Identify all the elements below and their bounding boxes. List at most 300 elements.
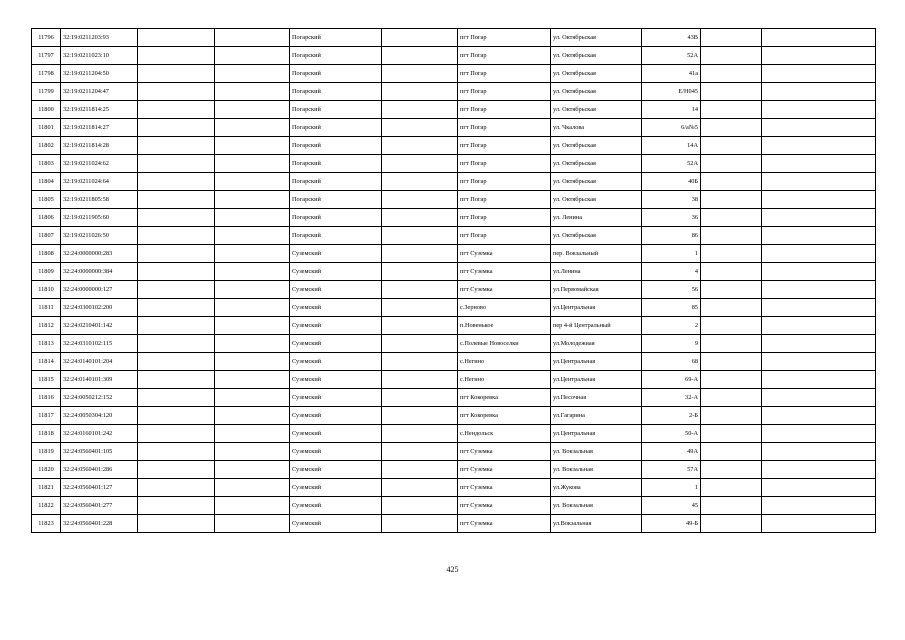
empty-cell <box>382 389 458 407</box>
empty-cell <box>382 443 458 461</box>
row-number-cell: 11812 <box>32 317 61 335</box>
empty-cell <box>762 407 876 425</box>
empty-cell <box>382 209 458 227</box>
cadastral-number-cell: 32:24:0050304:120 <box>61 407 138 425</box>
row-number-cell: 11814 <box>32 353 61 371</box>
empty-cell <box>701 497 762 515</box>
empty-cell <box>215 461 290 479</box>
row-number-cell: 11808 <box>32 245 61 263</box>
empty-cell <box>138 443 215 461</box>
district-cell: Суземский <box>290 335 382 353</box>
table-row <box>32 461 876 479</box>
row-number-cell: 11817 <box>32 407 61 425</box>
street-cell: ул.Молодежная <box>551 335 642 353</box>
table-row <box>32 119 876 137</box>
empty-cell <box>762 245 876 263</box>
cadastral-number-cell: 32:24:0050212:152 <box>61 389 138 407</box>
empty-cell <box>382 299 458 317</box>
table-row <box>32 299 876 317</box>
empty-cell <box>762 29 876 47</box>
row-number-cell: 11819 <box>32 443 61 461</box>
table-row <box>32 335 876 353</box>
district-cell: Погарский <box>290 101 382 119</box>
empty-cell <box>138 407 215 425</box>
settlement-cell: пгт Погар <box>458 173 551 191</box>
settlement-cell: с.Негино <box>458 353 551 371</box>
settlement-cell: пгт Суземка <box>458 497 551 515</box>
empty-cell <box>138 101 215 119</box>
settlement-cell: пгт Погар <box>458 227 551 245</box>
row-number-cell: 11807 <box>32 227 61 245</box>
district-cell: Суземский <box>290 497 382 515</box>
district-cell: Погарский <box>290 155 382 173</box>
empty-cell <box>701 443 762 461</box>
table-row <box>32 47 876 65</box>
table-row <box>32 227 876 245</box>
cadastral-number-cell: 32:19:0211814:28 <box>61 137 138 155</box>
table-row <box>32 515 876 533</box>
empty-cell <box>382 371 458 389</box>
empty-cell <box>138 371 215 389</box>
district-cell: Погарский <box>290 119 382 137</box>
district-cell: Суземский <box>290 425 382 443</box>
district-cell: Погарский <box>290 83 382 101</box>
empty-cell <box>138 515 215 533</box>
street-cell: ул. Ленина <box>551 209 642 227</box>
settlement-cell: пгт Суземка <box>458 515 551 533</box>
row-number-cell: 11803 <box>32 155 61 173</box>
street-cell: ул.Центральная <box>551 425 642 443</box>
table-row <box>32 407 876 425</box>
empty-cell <box>138 335 215 353</box>
empty-cell <box>701 389 762 407</box>
cadastral-number-cell: 32:24:0210401:142 <box>61 317 138 335</box>
empty-cell <box>215 353 290 371</box>
settlement-cell: пгт Погар <box>458 155 551 173</box>
empty-cell <box>215 407 290 425</box>
cadastral-number-cell: 32:24:0560401:228 <box>61 515 138 533</box>
empty-cell <box>215 317 290 335</box>
settlement-cell: пгт Погар <box>458 137 551 155</box>
empty-cell <box>382 227 458 245</box>
district-cell: Суземский <box>290 443 382 461</box>
cadastral-number-cell: 32:24:0310102:115 <box>61 335 138 353</box>
empty-cell <box>138 245 215 263</box>
empty-cell <box>215 425 290 443</box>
street-cell: ул. Октябрьская <box>551 29 642 47</box>
empty-cell <box>138 83 215 101</box>
cadastral-number-cell: 32:19:0211023:10 <box>61 47 138 65</box>
empty-cell <box>701 47 762 65</box>
empty-cell <box>762 47 876 65</box>
row-number-cell: 11796 <box>32 29 61 47</box>
empty-cell <box>701 29 762 47</box>
registry-table <box>31 28 876 533</box>
empty-cell <box>138 353 215 371</box>
district-cell: Суземский <box>290 407 382 425</box>
row-number-cell: 11802 <box>32 137 61 155</box>
empty-cell <box>382 101 458 119</box>
empty-cell <box>701 137 762 155</box>
empty-cell <box>762 65 876 83</box>
empty-cell <box>215 299 290 317</box>
empty-cell <box>138 497 215 515</box>
empty-cell <box>215 443 290 461</box>
cadastral-number-cell: 32:24:0000000:283 <box>61 245 138 263</box>
empty-cell <box>382 353 458 371</box>
district-cell: Суземский <box>290 245 382 263</box>
empty-cell <box>138 191 215 209</box>
district-cell: Погарский <box>290 29 382 47</box>
street-cell: ул. Чкалова <box>551 119 642 137</box>
district-cell: Погарский <box>290 137 382 155</box>
empty-cell <box>701 425 762 443</box>
empty-cell <box>762 227 876 245</box>
empty-cell <box>138 281 215 299</box>
row-number-cell: 11816 <box>32 389 61 407</box>
cadastral-number-cell: 32:19:0211814:27 <box>61 119 138 137</box>
empty-cell <box>762 173 876 191</box>
street-cell: ул. Вокзальная <box>551 497 642 515</box>
empty-cell <box>138 29 215 47</box>
empty-cell <box>382 245 458 263</box>
empty-cell <box>138 65 215 83</box>
cadastral-number-cell: 32:19:0211805:58 <box>61 191 138 209</box>
cadastral-number-cell: 32:24:0000000:127 <box>61 281 138 299</box>
row-number-cell: 11813 <box>32 335 61 353</box>
street-cell: ул.Вокзальная <box>551 515 642 533</box>
empty-cell <box>382 497 458 515</box>
house-number-cell: 45 <box>642 497 701 515</box>
house-number-cell: 49А <box>642 443 701 461</box>
empty-cell <box>701 353 762 371</box>
empty-cell <box>215 137 290 155</box>
empty-cell <box>382 47 458 65</box>
empty-cell <box>762 461 876 479</box>
cadastral-number-cell: 32:24:0560401:277 <box>61 497 138 515</box>
empty-cell <box>701 101 762 119</box>
settlement-cell: пгт Суземка <box>458 461 551 479</box>
district-cell: Погарский <box>290 65 382 83</box>
empty-cell <box>762 191 876 209</box>
settlement-cell: пгт Суземка <box>458 263 551 281</box>
empty-cell <box>762 281 876 299</box>
empty-cell <box>138 425 215 443</box>
empty-cell <box>382 425 458 443</box>
district-cell: Суземский <box>290 389 382 407</box>
row-number-cell: 11820 <box>32 461 61 479</box>
empty-cell <box>701 173 762 191</box>
empty-cell <box>762 137 876 155</box>
district-cell: Суземский <box>290 461 382 479</box>
empty-cell <box>382 83 458 101</box>
district-cell: Суземский <box>290 317 382 335</box>
empty-cell <box>701 191 762 209</box>
cadastral-number-cell: 32:19:0211026:50 <box>61 227 138 245</box>
empty-cell <box>762 119 876 137</box>
district-cell: Суземский <box>290 371 382 389</box>
cadastral-number-cell: 32:24:0140101:204 <box>61 353 138 371</box>
street-cell: ул.Первомайская <box>551 281 642 299</box>
empty-cell <box>762 353 876 371</box>
empty-cell <box>701 245 762 263</box>
street-cell: ул. Октябрьская <box>551 227 642 245</box>
table-row <box>32 191 876 209</box>
empty-cell <box>762 389 876 407</box>
empty-cell <box>701 209 762 227</box>
empty-cell <box>382 65 458 83</box>
empty-cell <box>701 263 762 281</box>
settlement-cell: пгт Погар <box>458 119 551 137</box>
district-cell: Суземский <box>290 479 382 497</box>
street-cell: ул.Центральная <box>551 353 642 371</box>
empty-cell <box>382 515 458 533</box>
empty-cell <box>701 515 762 533</box>
empty-cell <box>762 371 876 389</box>
table-row <box>32 137 876 155</box>
empty-cell <box>215 65 290 83</box>
settlement-cell: пгт Суземка <box>458 443 551 461</box>
street-cell: ул. Октябрьская <box>551 155 642 173</box>
row-number-cell: 11821 <box>32 479 61 497</box>
empty-cell <box>138 47 215 65</box>
empty-cell <box>382 461 458 479</box>
settlement-cell: п.Новенькое <box>458 317 551 335</box>
cadastral-number-cell: 32:24:0140101:309 <box>61 371 138 389</box>
empty-cell <box>382 263 458 281</box>
row-number-cell: 11823 <box>32 515 61 533</box>
empty-cell <box>138 119 215 137</box>
settlement-cell: пгт Погар <box>458 47 551 65</box>
row-number-cell: 11815 <box>32 371 61 389</box>
district-cell: Суземский <box>290 263 382 281</box>
settlement-cell: пгт Кокоревка <box>458 407 551 425</box>
row-number-cell: 11822 <box>32 497 61 515</box>
empty-cell <box>382 317 458 335</box>
empty-cell <box>138 155 215 173</box>
table-row <box>32 353 876 371</box>
cadastral-number-cell: 32:19:0211204:47 <box>61 83 138 101</box>
empty-cell <box>215 335 290 353</box>
house-number-cell: 40Б <box>642 173 701 191</box>
empty-cell <box>215 497 290 515</box>
empty-cell <box>762 155 876 173</box>
settlement-cell: пгт Кокоревка <box>458 389 551 407</box>
empty-cell <box>138 209 215 227</box>
table-row <box>32 479 876 497</box>
empty-cell <box>215 281 290 299</box>
street-cell: ул. Октябрьская <box>551 101 642 119</box>
empty-cell <box>138 479 215 497</box>
street-cell: ул. Октябрьская <box>551 65 642 83</box>
settlement-cell: с.Нендольск <box>458 425 551 443</box>
row-number-cell: 11804 <box>32 173 61 191</box>
row-number-cell: 11800 <box>32 101 61 119</box>
house-number-cell: 4 <box>642 263 701 281</box>
street-cell: ул. Октябрьская <box>551 191 642 209</box>
street-cell: ул. Вокзальная <box>551 443 642 461</box>
table-row <box>32 497 876 515</box>
settlement-cell: пгт Погар <box>458 29 551 47</box>
street-cell: пер 4-й Центральный <box>551 317 642 335</box>
settlement-cell: пгт Суземка <box>458 245 551 263</box>
settlement-cell: с.Полевые Новоселки <box>458 335 551 353</box>
street-cell: ул. Октябрьская <box>551 83 642 101</box>
empty-cell <box>215 173 290 191</box>
empty-cell <box>138 461 215 479</box>
cadastral-number-cell: 32:19:0211905:60 <box>61 209 138 227</box>
page-number: 425 <box>446 565 459 574</box>
empty-cell <box>762 101 876 119</box>
house-number-cell: 32-А <box>642 389 701 407</box>
cadastral-number-cell: 32:19:0211024:64 <box>61 173 138 191</box>
empty-cell <box>701 479 762 497</box>
empty-cell <box>701 371 762 389</box>
empty-cell <box>762 425 876 443</box>
district-cell: Погарский <box>290 209 382 227</box>
empty-cell <box>701 83 762 101</box>
house-number-cell: 6/а№5 <box>642 119 701 137</box>
empty-cell <box>382 29 458 47</box>
empty-cell <box>701 227 762 245</box>
empty-cell <box>138 137 215 155</box>
empty-cell <box>215 191 290 209</box>
district-cell: Погарский <box>290 191 382 209</box>
street-cell: ул.Центральная <box>551 371 642 389</box>
empty-cell <box>215 83 290 101</box>
house-number-cell: Е/Н045 <box>642 83 701 101</box>
empty-cell <box>762 83 876 101</box>
empty-cell <box>215 155 290 173</box>
street-cell: ул.Центральная <box>551 299 642 317</box>
street-cell: ул.Жукова <box>551 479 642 497</box>
table-row <box>32 389 876 407</box>
empty-cell <box>215 389 290 407</box>
table-row <box>32 317 876 335</box>
empty-cell <box>382 335 458 353</box>
house-number-cell: 69-А <box>642 371 701 389</box>
empty-cell <box>382 191 458 209</box>
settlement-cell: пгт Погар <box>458 191 551 209</box>
empty-cell <box>215 245 290 263</box>
empty-cell <box>382 407 458 425</box>
settlement-cell: пгт Погар <box>458 101 551 119</box>
street-cell: ул. Октябрьская <box>551 137 642 155</box>
house-number-cell: 38 <box>642 191 701 209</box>
house-number-cell: 41а <box>642 65 701 83</box>
empty-cell <box>138 389 215 407</box>
cadastral-number-cell: 32:19:0211204:50 <box>61 65 138 83</box>
empty-cell <box>701 299 762 317</box>
empty-cell <box>762 209 876 227</box>
row-number-cell: 11806 <box>32 209 61 227</box>
empty-cell <box>215 119 290 137</box>
empty-cell <box>762 443 876 461</box>
table-row <box>32 371 876 389</box>
settlement-cell: пгт Суземка <box>458 479 551 497</box>
house-number-cell: 52А <box>642 155 701 173</box>
table-row <box>32 209 876 227</box>
empty-cell <box>762 515 876 533</box>
empty-cell <box>762 317 876 335</box>
empty-cell <box>215 479 290 497</box>
cadastral-number-cell: 32:24:0560401:127 <box>61 479 138 497</box>
house-number-cell: 68 <box>642 353 701 371</box>
street-cell: ул. Октябрьская <box>551 173 642 191</box>
empty-cell <box>701 317 762 335</box>
settlement-cell: пгт Погар <box>458 83 551 101</box>
empty-cell <box>701 281 762 299</box>
house-number-cell: 36 <box>642 209 701 227</box>
empty-cell <box>382 119 458 137</box>
empty-cell <box>382 137 458 155</box>
row-number-cell: 11798 <box>32 65 61 83</box>
cadastral-number-cell: 32:24:0560401:105 <box>61 443 138 461</box>
empty-cell <box>382 479 458 497</box>
district-cell: Суземский <box>290 353 382 371</box>
empty-cell <box>382 155 458 173</box>
row-number-cell: 11811 <box>32 299 61 317</box>
district-cell: Погарский <box>290 47 382 65</box>
empty-cell <box>701 335 762 353</box>
street-cell: ул. Октябрьская <box>551 47 642 65</box>
district-cell: Погарский <box>290 227 382 245</box>
empty-cell <box>215 227 290 245</box>
house-number-cell: 14 <box>642 101 701 119</box>
empty-cell <box>382 281 458 299</box>
house-number-cell: 14А <box>642 137 701 155</box>
table-row <box>32 245 876 263</box>
district-cell: Суземский <box>290 515 382 533</box>
house-number-cell: 52А <box>642 47 701 65</box>
cadastral-number-cell: 32:19:0211814:25 <box>61 101 138 119</box>
cadastral-number-cell: 32:24:0000000:384 <box>61 263 138 281</box>
empty-cell <box>215 101 290 119</box>
table-row <box>32 83 876 101</box>
district-cell: Погарский <box>290 173 382 191</box>
district-cell: Суземский <box>290 281 382 299</box>
house-number-cell: 2 <box>642 317 701 335</box>
empty-cell <box>215 515 290 533</box>
table-row <box>32 281 876 299</box>
table-row <box>32 173 876 191</box>
empty-cell <box>701 461 762 479</box>
empty-cell <box>701 155 762 173</box>
empty-cell <box>701 119 762 137</box>
cadastral-number-cell: 32:24:0560401:286 <box>61 461 138 479</box>
settlement-cell: с.Зерново <box>458 299 551 317</box>
empty-cell <box>701 407 762 425</box>
empty-cell <box>138 263 215 281</box>
house-number-cell: 56 <box>642 281 701 299</box>
cadastral-number-cell: 32:19:0211203:93 <box>61 29 138 47</box>
house-number-cell: 1 <box>642 245 701 263</box>
row-number-cell: 11809 <box>32 263 61 281</box>
row-number-cell: 11799 <box>32 83 61 101</box>
empty-cell <box>762 263 876 281</box>
house-number-cell: 86 <box>642 227 701 245</box>
settlement-cell: с.Негино <box>458 371 551 389</box>
settlement-cell: пгт Суземка <box>458 281 551 299</box>
empty-cell <box>138 227 215 245</box>
street-cell: ул.Ленина <box>551 263 642 281</box>
cadastral-number-cell: 32:24:0160101:242 <box>61 425 138 443</box>
house-number-cell: 57А <box>642 461 701 479</box>
empty-cell <box>215 29 290 47</box>
cadastral-number-cell: 32:24:0300102:200 <box>61 299 138 317</box>
street-cell: ул.Песочная <box>551 389 642 407</box>
empty-cell <box>215 263 290 281</box>
